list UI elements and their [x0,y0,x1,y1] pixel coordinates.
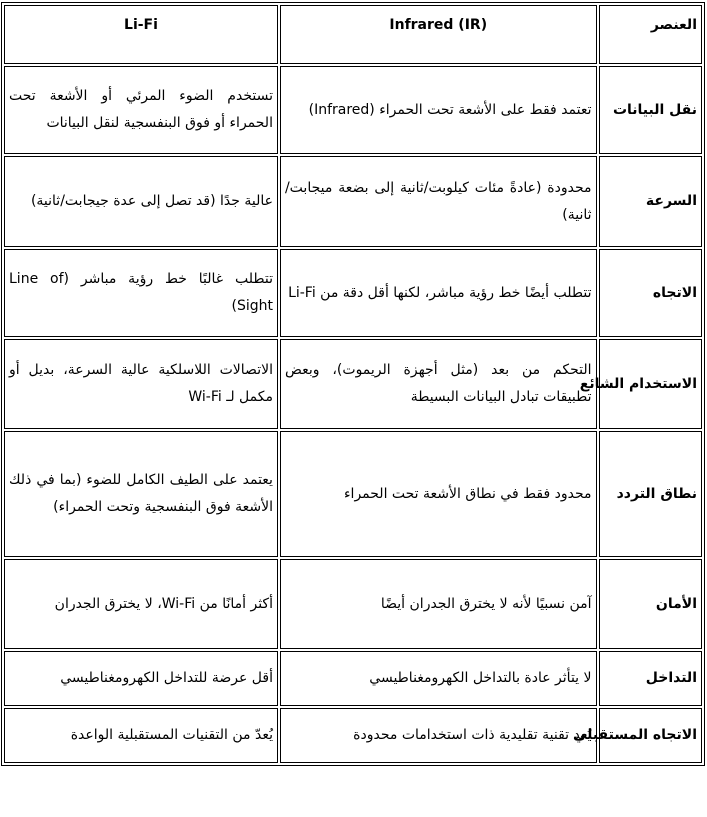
table-row [4,156,702,247]
row-ir-cell: محدودة (عادةً مئات كيلوبت/ثانية إلى بضعة ميجابت/ثانية) [280,156,597,247]
row-ir-cell: تعتمد فقط على الأشعة تحت الحمراء (Infrared) [280,66,597,154]
row-ir-cell: محدود فقط في نطاق الأشعة تحت الحمراء [280,431,597,557]
row-feature: الاستخدام الشائع [599,339,702,429]
row-ir-cell: لا يتأثر عادة بالتداخل الكهرومغناطيسي [280,651,597,706]
row-ir-cell: يُعد تقنية تقليدية ذات استخدامات محدودة [280,708,597,763]
header-feature: العنصر [599,5,702,64]
table-header-row [4,5,702,64]
row-feature: الأمان [599,559,702,649]
header-lifi: Li-Fi [4,5,278,64]
table-row [4,708,702,763]
table-row [4,559,702,649]
row-ir-cell: آمن نسبيًا لأنه لا يخترق الجدران أيضًا [280,559,597,649]
header-infrared: Infrared (IR) [280,5,597,64]
row-feature: الاتجاه المستقبلي [599,708,702,763]
table-row [4,66,702,154]
row-lifi-cell: أكثر أمانًا من Wi-Fi، لا يخترق الجدران [4,559,278,649]
table-row [4,339,702,429]
row-feature: نطاق التردد [599,431,702,557]
table-row [4,651,702,706]
row-feature: التداخل [599,651,702,706]
row-lifi-cell: تتطلب غالبًا خط رؤية مباشر (Line of Sight) [4,249,278,337]
row-lifi-cell: عالية جدًا (قد تصل إلى عدة جيجابت/ثانية) [4,156,278,247]
row-ir-cell: تتطلب أيضًا خط رؤية مباشر، لكنها أقل دقة من Li-Fi [280,249,597,337]
comparison-table [1,2,705,766]
row-ir-cell: التحكم من بعد (مثل أجهزة الريموت)، وبعض تطبيقات تبادل البيانات البسيطة [280,339,597,429]
row-lifi-cell: يعتمد على الطيف الكامل للضوء (بما في ذلك الأشعة فوق البنفسجية وتحت الحمراء) [4,431,278,557]
table-row [4,431,702,557]
row-lifi-cell: الاتصالات اللاسلكية عالية السرعة، بديل أو مكمل لـ Wi-Fi [4,339,278,429]
row-lifi-cell: يُعدّ من التقنيات المستقبلية الواعدة [4,708,278,763]
table-row [4,249,702,337]
row-lifi-cell: أقل عرضة للتداخل الكهرومغناطيسي [4,651,278,706]
row-feature: نقل البيانات [599,66,702,154]
row-feature: السرعة [599,156,702,247]
row-lifi-cell: تستخدم الضوء المرئي أو الأشعة تحت الحمراء أو فوق البنفسجية لنقل البيانات [4,66,278,154]
row-feature: الاتجاه [599,249,702,337]
